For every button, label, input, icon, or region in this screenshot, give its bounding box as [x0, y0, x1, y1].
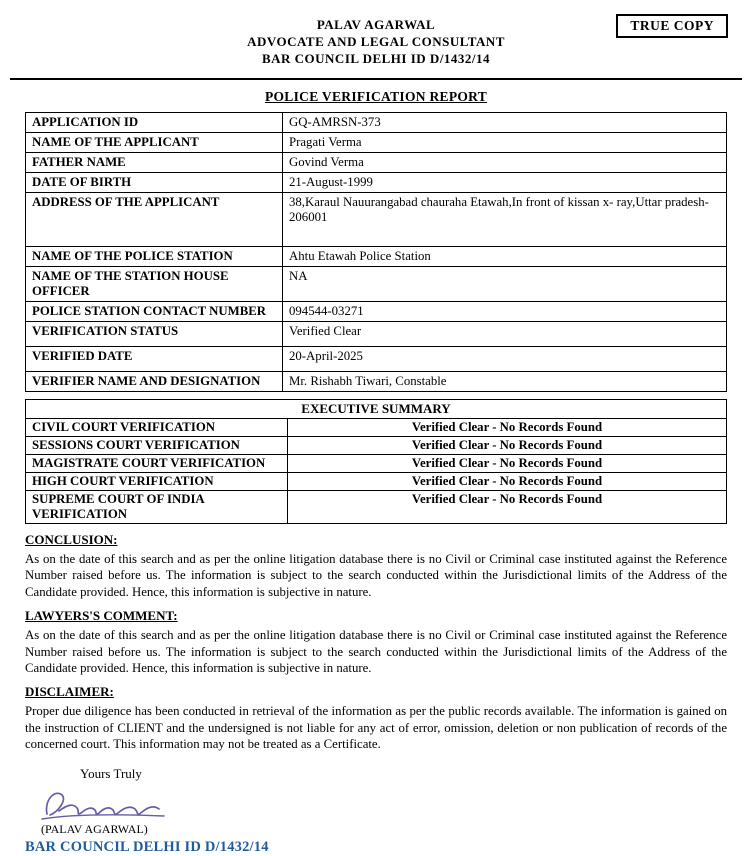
- field-label-application-id: APPLICATION ID: [26, 113, 283, 133]
- field-label-applicant-name: NAME OF THE APPLICANT: [26, 133, 283, 153]
- field-label-address: ADDRESS OF THE APPLICANT: [26, 193, 283, 247]
- field-label-verifier-name: VERIFIER NAME AND DESIGNATION: [26, 372, 283, 392]
- summary-value-civil-court: Verified Clear - No Records Found: [288, 419, 727, 437]
- table-row: [26, 347, 727, 372]
- field-label-verification-status: VERIFICATION STATUS: [26, 322, 283, 347]
- field-label-date-of-birth: DATE OF BIRTH: [26, 173, 283, 193]
- letterhead-name: PALAV AGARWAL: [316, 17, 436, 32]
- section-lawyers-comment: [25, 608, 727, 676]
- field-label-verified-date: VERIFIED DATE: [26, 347, 283, 372]
- summary-label-supreme-court: SUPREME COURT OF INDIA VERIFICATION: [26, 491, 288, 524]
- field-value-father-name: Govind Verma: [283, 153, 727, 173]
- lawyers-comment-heading: LAWYERS'S COMMENT:: [25, 608, 178, 624]
- summary-value-high-court: Verified Clear - No Records Found: [288, 473, 727, 491]
- letterhead-bar-id: BAR COUNCIL DELHI ID D/1432/14: [261, 51, 491, 66]
- summary-value-magistrate-court: Verified Clear - No Records Found: [288, 455, 727, 473]
- signature-ink-image: [37, 784, 169, 826]
- summary-label-sessions-court: SESSIONS COURT VERIFICATION: [26, 437, 288, 455]
- table-row: [26, 455, 727, 473]
- executive-summary-title: EXECUTIVE SUMMARY: [26, 400, 727, 419]
- summary-value-sessions-court: Verified Clear - No Records Found: [288, 437, 727, 455]
- table-row: [26, 372, 727, 392]
- summary-label-civil-court: CIVIL COURT VERIFICATION: [26, 419, 288, 437]
- table-row: [26, 322, 727, 347]
- page-title: POLICE VERIFICATION REPORT: [264, 89, 488, 104]
- field-value-station-contact: 094544-03271: [283, 302, 727, 322]
- signature-underline-stroke: [42, 815, 164, 819]
- applicant-details-table: [25, 112, 727, 392]
- signature: [37, 784, 727, 826]
- table-row: [26, 491, 727, 524]
- table-row: [26, 267, 727, 302]
- table-row: [26, 247, 727, 267]
- disclaimer-body: Proper due diligence has been conducted in retrieval of the information as per the public records available. The information is gained on the instruction of CLIENT and the undersigned is not liable for any act of error, omission, deletion or non publication of records of the concerned court. This information may not be treated as a Certificate.: [25, 704, 727, 751]
- field-value-date-of-birth: 21-August-1999: [283, 173, 727, 193]
- footer-bar-id: BAR COUNCIL DELHI ID D/1432/14: [25, 839, 269, 856]
- field-label-father-name: FATHER NAME: [26, 153, 283, 173]
- conclusion-body: As on the date of this search and as per the online litigation database there is no Civil or Criminal case instituted against the Reference Number raised before us. The information is subject to the search conducted within the Jurisdictional limits of the Address of the Candidate provided. Hence, this information is subjective in nature.: [25, 552, 727, 599]
- table-row: [26, 173, 727, 193]
- table-row: [26, 437, 727, 455]
- summary-header-row: [26, 400, 727, 419]
- signature-stroke: [46, 794, 159, 816]
- field-label-station-house-officer: NAME OF THE STATION HOUSE OFFICER: [26, 267, 283, 302]
- table-row: [26, 419, 727, 437]
- table-row: [26, 302, 727, 322]
- field-value-verifier-name: Mr. Rishabh Tiwari, Constable: [283, 372, 727, 392]
- table-row: [26, 193, 727, 247]
- letterhead-role: ADVOCATE AND LEGAL CONSULTANT: [247, 34, 505, 49]
- signatory-name: (PALAV AGARWAL): [41, 822, 148, 837]
- table-row: [26, 473, 727, 491]
- true-copy-stamp: TRUE COPY: [616, 14, 728, 38]
- section-conclusion: [25, 532, 727, 600]
- table-row: [26, 133, 727, 153]
- summary-label-high-court: HIGH COURT VERIFICATION: [26, 473, 288, 491]
- field-value-police-station: Ahtu Etawah Police Station: [283, 247, 727, 267]
- summary-value-supreme-court: Verified Clear - No Records Found: [288, 491, 727, 524]
- disclaimer-heading: DISCLAIMER:: [25, 684, 114, 700]
- field-value-applicant-name: Pragati Verma: [283, 133, 727, 153]
- executive-summary-table: [25, 399, 727, 524]
- closing-text: Yours Truly: [80, 766, 142, 782]
- field-value-address: 38,Karaul Nauurangabad chauraha Etawah,In front of kissan x- ray,Uttar pradesh-206001: [283, 193, 727, 247]
- field-value-application-id: GQ-AMRSN-373: [283, 113, 727, 133]
- field-value-verification-status: Verified Clear: [283, 322, 727, 347]
- field-value-station-house-officer: NA: [283, 267, 727, 302]
- conclusion-heading: CONCLUSION:: [25, 532, 118, 547]
- table-row: [26, 153, 727, 173]
- summary-label-magistrate-court: MAGISTRATE COURT VERIFICATION: [26, 455, 288, 473]
- field-label-station-contact: POLICE STATION CONTACT NUMBER: [26, 302, 283, 322]
- field-label-police-station: NAME OF THE POLICE STATION: [26, 247, 283, 267]
- field-value-verified-date: 20-April-2025: [283, 347, 727, 372]
- section-disclaimer: [25, 684, 727, 752]
- header-divider: [10, 78, 742, 80]
- table-row: [26, 113, 727, 133]
- lawyers-comment-body: As on the date of this search and as per the online litigation database there is no Civil or Criminal case instituted against the Reference Number raised before us. The information is subject to the search conducted within the Jurisdictional limits of the Address of the Candidate provided. Hence, this information is subjective in nature.: [25, 628, 727, 675]
